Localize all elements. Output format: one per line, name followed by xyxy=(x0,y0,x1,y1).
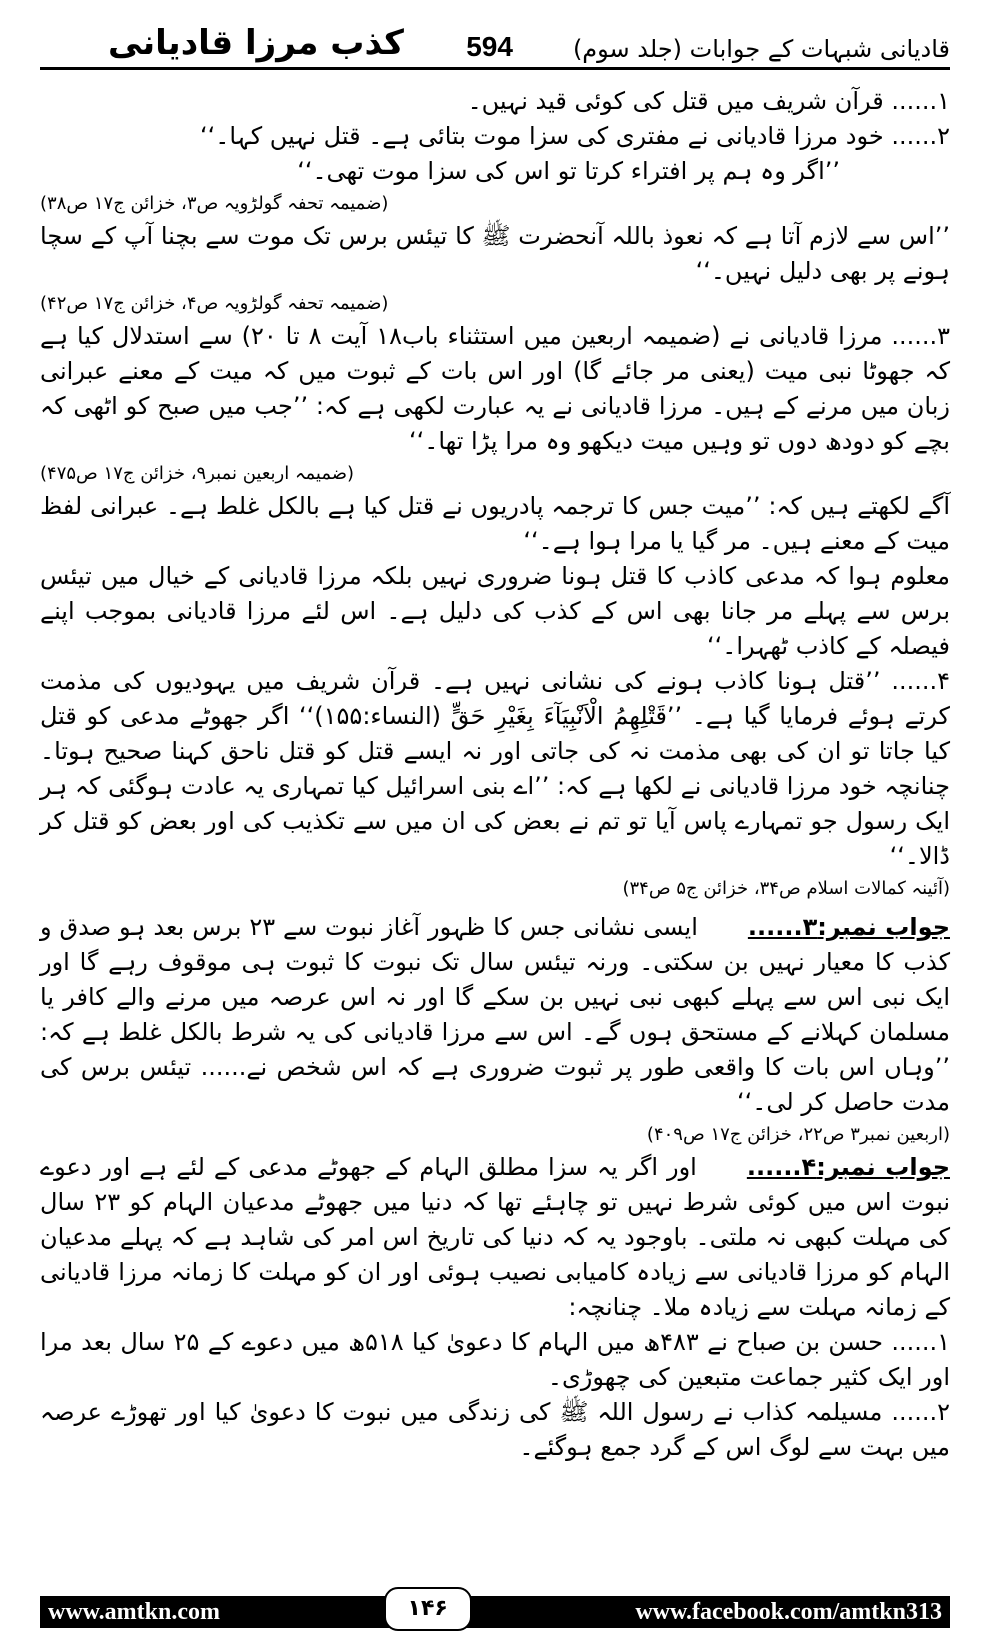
paragraph: ۱...... قرآن شریف میں قتل کی کوئی قید نہیں۔ xyxy=(467,87,950,115)
page-number: 594 xyxy=(466,31,513,62)
answer-text: ایسی نشانی جس کا ظہور آغاز نبوت سے ۲۳ برس بعد ہو صدق و کذب کا معیار نہیں بن سکتی۔ ورنہ تیئس سال تک نبوت کا ثبوت ہی موقوف رہے گا اور ایک نبی اس سے پہلے کبھی نبی نہیں بن سکے گا اور نہ اس عرصہ میں مرنے والے کافر یا مسلمان کہلانے کے مستحق ہوں گے۔ اس سے مرزا قادیانی کی یہ شرط بالکل غلط ہے کہ: ’’وہاں اس بات کا واقعی طور پر ثبوت ضروری ہے کہ اس شخص نے...... تیئس برس کی مدت حاصل کر لی۔‘‘ xyxy=(40,913,950,1116)
reference: (آئینہ کمالات اسلام ص۳۴، خزائن ج۵ ص۳۴) xyxy=(622,878,950,899)
paragraph: ۳...... مرزا قادیانی نے (ضمیمہ اربعین میں استثناء باب۱۸ آیت ۸ تا ۲۰) سے استدلال کیا ہے کہ جھوٹا نبی میت (یعنی مر جائے گا) اور اس بات کے ثبوت میں کہ میت کے معنے عبرانی زبان میں مرنے کے ہیں۔ مرزا قادیانی نے یہ عبارت لکھی ہے کہ: ’’جب میں صبح کو اٹھی کہ بچے کو دودھ دوں تو وہیں میت دیکھو وہ مرا پڑا تھا۔‘‘ xyxy=(40,322,951,455)
page-footer xyxy=(40,1596,950,1628)
paragraph: ۴...... ’’قتل ہونا کاذب ہونے کی نشانی نہیں ہے۔ قرآن شریف میں یہودیوں کی مذمت کرتے ہوئے فرمایا گیا ہے۔ ’’قَتْلِهِمُ الْاَنْبِيَآءَ بِغَيْرِ حَقٍّ (النساء:۱۵۵)‘‘ اگر جھوٹے مدعی کو قتل کیا جاتا تو ان کی بھی مذمت نہ کی جاتی اور نہ ایسے قتل کو قتل ناحق کہنا صحیح ہوتا۔ چنانچہ خود مرزا قادیانی نے لکھا ہے کہ: ’’اے بنی اسرائیل کیا تمہاری یہ عادت ہوگئی کہ ہر ایک رسول جو تمہارے پاس آیا تو تم نے بعض کی ان میں سے تکذیب کی اور بعض کو قتل کر ڈالا۔‘‘ xyxy=(40,667,950,870)
header-right-group xyxy=(466,31,950,63)
reference: (ضمیمہ تحفہ گولڑویہ ص۳، خزائن ج۱۷ ص۳۸) xyxy=(40,193,389,214)
answer-4 xyxy=(40,1150,950,1325)
paragraph: ۲...... خود مرزا قادیانی نے مفتری کی سزا موت بتائی ہے۔ قتل نہیں کہا۔‘‘ xyxy=(200,122,950,150)
paragraph: آگے لکھتے ہیں کہ: ’’میت جس کا ترجمہ پادریوں نے قتل کیا ہے بالکل غلط ہے۔ عبرانی لفظ میت کے معنے ہیں۔ مر گیا یا مرا ہوا ہے۔‘‘ xyxy=(40,492,950,555)
answer-3 xyxy=(40,910,950,1120)
reference: (اربعین نمبر۳ ص۲۲، خزائن ج۱۷ ص۴۰۹) xyxy=(646,1124,950,1145)
quote: ’’اس سے لازم آتا ہے کہ نعوذ باللہ آنحضرت ﷺ کا تیئس برس تک موت سے بچنا آپ کے سچا ہونے پر بھی دلیل نہیں۔‘‘ xyxy=(40,222,950,285)
page-body xyxy=(40,84,950,1465)
website-link[interactable]: www.amtkn.com xyxy=(48,1598,220,1625)
answer-label: جواب نمبر:۳...... xyxy=(747,913,950,941)
paragraph: ۱...... حسن بن صباح نے ۴۸۳ھ میں الہام کا دعویٰ کیا ۵۱۸ھ میں دعوے کے ۲۵ سال بعد مرا اور ایک کثیر جماعت متبعین کی چھوڑی۔ xyxy=(40,1328,950,1391)
page-label: ۱۴۶ xyxy=(384,1587,472,1631)
series-title: قادیانی شبہات کے جوابات (جلد سوم) xyxy=(572,35,950,63)
answer-label: جواب نمبر:۴...... xyxy=(746,1153,950,1181)
reference: (ضمیمہ تحفہ گولڑویہ ص۴، خزائن ج۱۷ ص۴۲) xyxy=(40,293,389,314)
paragraph: ۲...... مسیلمہ کذاب نے رسول اللہ ﷺ کی زندگی میں نبوت کا دعویٰ کیا اور تھوڑے عرصہ میں بہت سے لوگ اس کے گرد جمع ہوگئے۔ xyxy=(40,1398,950,1461)
reference: (ضمیمہ اربعین نمبر۹، خزائن ج۱۷ ص۴۷۵) xyxy=(40,463,355,484)
facebook-link[interactable]: www.facebook.com/amtkn313 xyxy=(635,1598,942,1625)
page-header xyxy=(40,22,950,70)
answer-text: اور اگر یہ سزا مطلق الہام کے جھوٹے مدعی کے لئے ہے اور دعوے نبوت اس میں کوئی شرط نہیں تو چاہئے تھا کہ دنیا میں جھوٹے مدعیان الہام کو ۲۳ سال کی مہلت کبھی نہ ملتی۔ باوجود یہ کہ دنیا کی تاریخ اس امر کی شاہد ہے کہ پہلے مدعیان الہام کو مرزا قادیانی سے زیادہ کامیابی نصیب ہوئی اور ان کو مہلت کا زمانہ مرزا قادیانی کے زمانہ مہلت سے زیادہ ملا۔ چنانچہ: xyxy=(40,1153,950,1321)
book-title: کذب مرزا قادیانی xyxy=(108,23,404,63)
paragraph: معلوم ہوا کہ مدعی کاذب کا قتل ہونا ضروری نہیں بلکہ مرزا قادیانی کے خیال میں تیئس برس سے پہلے مر جانا بھی اس کے کذب کی دلیل ہے۔ اس لئے مرزا قادیانی بموجب اپنے فیصلہ کے کاذب ٹھہرا۔‘‘ xyxy=(40,562,950,660)
quote: ’’اگر وہ ہم پر افتراء کرتا تو اس کی سزا موت تھی۔‘‘ xyxy=(297,157,840,185)
